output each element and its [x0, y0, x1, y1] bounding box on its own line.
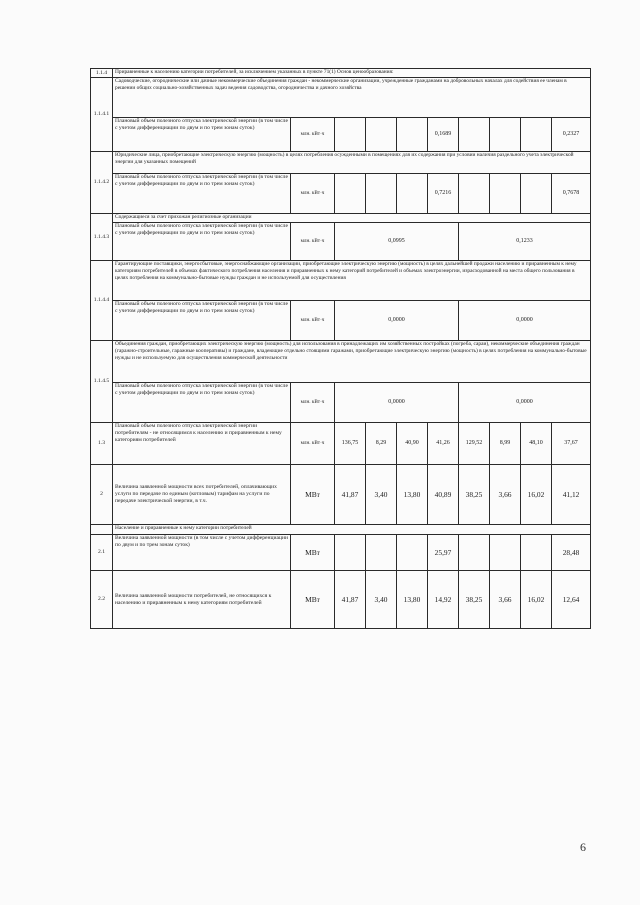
row-number: 1.1.4.1	[91, 78, 113, 152]
value-cell: 3,40	[366, 465, 397, 525]
value-cell: 8,99	[490, 423, 521, 465]
row-number: 2	[91, 465, 113, 525]
row-number: 1.3	[91, 423, 113, 465]
value-cell: 16,02	[521, 465, 552, 525]
unit-cell: млн. кВт·ч	[291, 223, 335, 261]
indicator-name: Величина заявленной мощности (в том числе с учетом дифференциации по двум и по трем зонам суток)	[113, 535, 291, 571]
page-number: 6	[580, 840, 586, 854]
value-cell: 38,25	[459, 465, 490, 525]
table-row	[91, 301, 591, 341]
value-cell: 8,29	[366, 423, 397, 465]
value-cell: 12,64	[552, 571, 591, 629]
value-cell: 48,10	[521, 423, 552, 465]
category-description: Объединения граждан, приобретающих электрическую энергию (мощность) для использования в принадлежащих им хозяйственных постройках (погреба, сараи), некоммерческие объединения граждан (гаражно-строительные, гаражные кооперативы) и граждане, владеющие отдельно стоящими гаражами, приобретающие электрическую энергию (мощность) в целях потребления на коммунально-бытовые нужды и не используемую для осуществления коммерческой деятельности	[113, 341, 591, 383]
indicator-name: Плановый объем полезного отпуска электрической энергии (в том числе с учетом дифференциации по двум и по трем зонам суток)	[113, 223, 291, 261]
value-cell: 136,75	[335, 423, 366, 465]
value-cell: 41,87	[335, 571, 366, 629]
table-row	[91, 525, 591, 535]
table-row	[91, 423, 591, 465]
row-number: 2.2	[91, 571, 113, 629]
indicator-name: Плановый объем полезного отпуска электрической энергии (в том числе с учетом дифференциации по двум и по трем зонам суток)	[113, 383, 291, 423]
value-cell: 0,7678	[552, 174, 591, 214]
indicator-name: Плановый объем полезного отпуска электрической энергии потребителям - не относящимся к населению и приравненным к нему категориям потребителей	[113, 423, 291, 465]
category-description: Садоводческие, огороднические или дачные некоммерческие объединения граждан - некоммерческие организации, учрежденные гражданами на добровольных началах для содействия ее членам в решении общих социально-хозяйственных задач ведения садоводства, огородничества и дачного хозяйства	[113, 78, 591, 118]
value-cell: 0,7216	[428, 174, 459, 214]
section-heading: Приравненные к населению категории потребителей, за исключением указанных в пункте 71(1) Основ ценообразования:	[113, 69, 591, 78]
unit-cell: млн. кВт·ч	[291, 118, 335, 152]
value-cell: 129,52	[459, 423, 490, 465]
indicator-name: Величина заявленной мощности потребителей, не относящихся к населению и приравненным к нему категориям потребителей	[113, 571, 291, 629]
value-cell: 0,0995	[335, 223, 459, 261]
table-row	[91, 261, 591, 301]
value-cell: 37,67	[552, 423, 591, 465]
table-row	[91, 69, 591, 78]
value-cell: 14,92	[428, 571, 459, 629]
row-number: 1.1.4.4	[91, 261, 113, 341]
value-cell: 28,48	[552, 535, 591, 571]
value-cell: 0,2327	[552, 118, 591, 152]
value-cell: 25,97	[428, 535, 459, 571]
value-cell: 0,0000	[335, 301, 459, 341]
table-row	[91, 174, 591, 214]
table-row	[91, 535, 591, 571]
indicator-name: Плановый объем полезного отпуска электрической энергии (в том числе с учетом дифференциации по двум и по трем зонам суток)	[113, 301, 291, 341]
row-number: 1.1.4	[91, 69, 113, 78]
table-row	[91, 152, 591, 174]
value-cell: 0,0000	[459, 301, 591, 341]
tariff-table	[90, 68, 591, 629]
value-cell: 41,87	[335, 465, 366, 525]
value-cell: 40,89	[428, 465, 459, 525]
value-cell: 3,40	[366, 571, 397, 629]
value-cell: 41,12	[552, 465, 591, 525]
value-cell: 38,25	[459, 571, 490, 629]
table-row	[91, 571, 591, 629]
value-cell: 40,90	[397, 423, 428, 465]
value-cell: 41,26	[428, 423, 459, 465]
value-cell: 0,1233	[459, 223, 591, 261]
table-row	[91, 383, 591, 423]
indicator-name: Величина заявленной мощности всех потребителей, оплачивающих услуги по передаче по единым (котловым) тарифам на услуги по передаче электрической энергии, в т.ч.	[113, 465, 291, 525]
unit-cell: млн. кВт·ч	[291, 423, 335, 465]
unit-cell: млн. кВт·ч	[291, 174, 335, 214]
value-cell: 16,02	[521, 571, 552, 629]
value-cell: 3,66	[490, 465, 521, 525]
row-number: 1.1.4.3	[91, 214, 113, 261]
unit-cell: млн. кВт·ч	[291, 383, 335, 423]
value-cell: 13,80	[397, 571, 428, 629]
category-description: Юридические лица, приобретающие электрическую энергию (мощность) в целях потребления осужденными в помещениях для их содержания при условии наличия раздельного учета электрической энергии для указанных помещений	[113, 152, 591, 174]
table-row	[91, 223, 591, 261]
value-cell: 3,66	[490, 571, 521, 629]
unit-cell: МВт	[291, 465, 335, 525]
value-cell: 0,0000	[335, 383, 459, 423]
value-cell: 0,1689	[428, 118, 459, 152]
table-row	[91, 78, 591, 118]
unit-cell: млн. кВт·ч	[291, 301, 335, 341]
section-heading: Население и приравненные к нему категории потребителей	[113, 525, 591, 535]
unit-cell: МВт	[291, 571, 335, 629]
indicator-name: Плановый объем полезного отпуска электрической энергии (в том числе с учетом дифференциации по двум и по трем зонам суток)	[113, 118, 291, 152]
value-cell: 0,0000	[459, 383, 591, 423]
value-cell: 13,80	[397, 465, 428, 525]
table-row	[91, 214, 591, 223]
row-number: 1.1.4.2	[91, 152, 113, 214]
table-row	[91, 341, 591, 383]
unit-cell: МВт	[291, 535, 335, 571]
table-row	[91, 465, 591, 525]
indicator-name: Плановый объем полезного отпуска электрической энергии (в том числе с учетом дифференциации по двум и по трем зонам суток)	[113, 174, 291, 214]
category-description: Содержащиеся за счет прихожан религиозные организации	[113, 214, 591, 223]
row-number: 2.1	[91, 535, 113, 571]
table-row	[91, 118, 591, 152]
category-description: Гарантирующие поставщики, энергосбытовые, энергоснабжающие организации, приобретающие электрическую энергию (мощность) в целях дальнейшей продажи населению и приравненным к нему категориям потребителей в объемах фактического потребления населения и приравненных к нему категорий потребителей и объемах электроэнергии, израсходованной на места общего пользования в целях потребления на коммунально-бытовые нужды граждан и не используемой для осуществления	[113, 261, 591, 301]
row-number: 1.1.4.5	[91, 341, 113, 423]
